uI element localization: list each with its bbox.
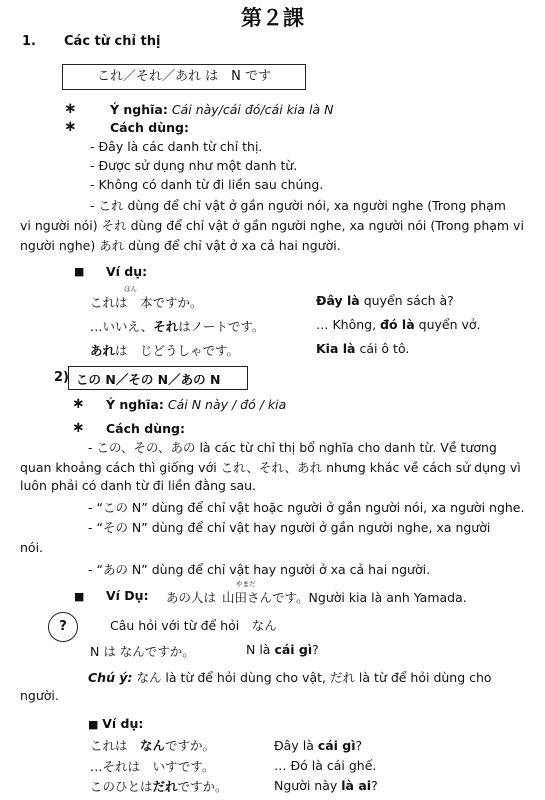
usage-bullet: - “あの N” dùng để chỉ vật hay người ở xa cả hai người. [88, 562, 431, 577]
note-line: người. [20, 688, 59, 703]
usage-bullet: - Được sử dụng như một danh từ. [90, 158, 298, 173]
example-label: Ví Dụ: [106, 588, 149, 603]
pattern-box-1: これ／それ／あれ は N です [62, 64, 306, 90]
meaning-label: Ý nghĩa: [110, 102, 168, 117]
example-vi: … Đó là cái ghế. [274, 758, 377, 773]
usage-paragraph-line: quan khoảng cách thì giống với これ、それ、あれ nhưng khác về cách sử dụng vì [20, 460, 521, 475]
lesson-title: 第２課 [241, 5, 304, 30]
meaning-row-2: Ý nghĩa: Cái N này / đó / kia [106, 397, 287, 412]
example-vi: … Không, đó là quyển vở. [316, 317, 481, 332]
example-jp: あれは じどうしゃです。 [90, 343, 240, 358]
furigana: やまだ [236, 580, 256, 588]
example-label: Ví dụ: [106, 264, 148, 279]
star-bullet-icon: ∗ [64, 117, 77, 135]
square-bullet-icon: ■ [74, 265, 85, 278]
usage-bullet: - Đây là các danh từ chỉ thị. [90, 139, 263, 154]
furigana: ほん [124, 285, 137, 293]
usage-paragraph-line: vi người nói) それ dùng để chỉ vật ở gần người nghe, xa người nói (Trong phạm vi [20, 218, 524, 233]
example-jp: …いいえ、それはノートです。 [90, 319, 265, 334]
usage-bullet: nói. [20, 540, 44, 555]
question-circle-icon: ? [48, 612, 78, 642]
example-vi: Đây là quyển sách à? [316, 293, 454, 308]
example-label: ■ Ví dụ: [88, 716, 144, 731]
question-vi: N là cái gì? [246, 642, 319, 657]
example-jp: これは 本ですか。 [90, 295, 203, 310]
example-jp: これは なんですか。 [90, 738, 216, 753]
note-line: Chú ý: なん là từ để hỏi dùng cho vật, だれ là từ để hỏi dùng cho [88, 670, 492, 685]
star-bullet-icon: ∗ [64, 99, 77, 117]
usage-paragraph-line: người nghe) あれ dùng để chỉ vật ở xa cả hai người. [20, 238, 341, 253]
usage-bullet: - “この N” dùng để chỉ vật hoặc người ở gần người nói, xa người nghe. [88, 500, 525, 515]
example-jp: …それは いすです。 [90, 759, 215, 774]
example-vi: Người này là ai? [274, 778, 378, 793]
usage-bullet: - “その N” dùng để chỉ vật hay người ở gần người nghe, xa người [88, 520, 491, 535]
section2-pattern: この N／その N／あの N [76, 372, 221, 387]
section1-heading: Các từ chỉ thị [64, 34, 161, 49]
star-bullet-icon: ∗ [72, 418, 85, 436]
usage-paragraph-line: - これ dùng để chỉ vật ở gần người nói, xa người nghe (Trong phạm [90, 198, 506, 213]
usage-bullet: - Không có danh từ đi liền sau chúng. [90, 177, 324, 192]
meaning-text: Cái này/cái đó/cái kia là N [171, 102, 334, 117]
example-vi: Đây là cái gì? [274, 738, 363, 753]
question-text: Câu hỏi với từ để hỏi なん [110, 618, 277, 633]
example-sentence: あの人は 山田さんです。Người kia là anh Yamada. [166, 590, 467, 605]
usage-label: Cách dùng: [106, 421, 185, 436]
section1-number: 1. [22, 34, 36, 49]
example-vi: Kia là cái ô tô. [316, 341, 410, 356]
square-bullet-icon: ■ [74, 590, 85, 603]
meaning-row-1 [110, 102, 333, 117]
star-bullet-icon: ∗ [72, 394, 85, 412]
usage-paragraph-line: - この、その、あの là các từ chỉ thị bổ nghĩa cho danh từ. Về tương [88, 440, 497, 455]
usage-paragraph-line: luôn phải có danh từ đi liền đằng sau. [20, 478, 257, 493]
section2-number: 2) [54, 370, 69, 385]
usage-label: Cách dùng: [110, 120, 189, 135]
example-jp: このひとはだれですか。 [90, 779, 228, 794]
question-jp: N は なんですか。 [90, 644, 195, 659]
